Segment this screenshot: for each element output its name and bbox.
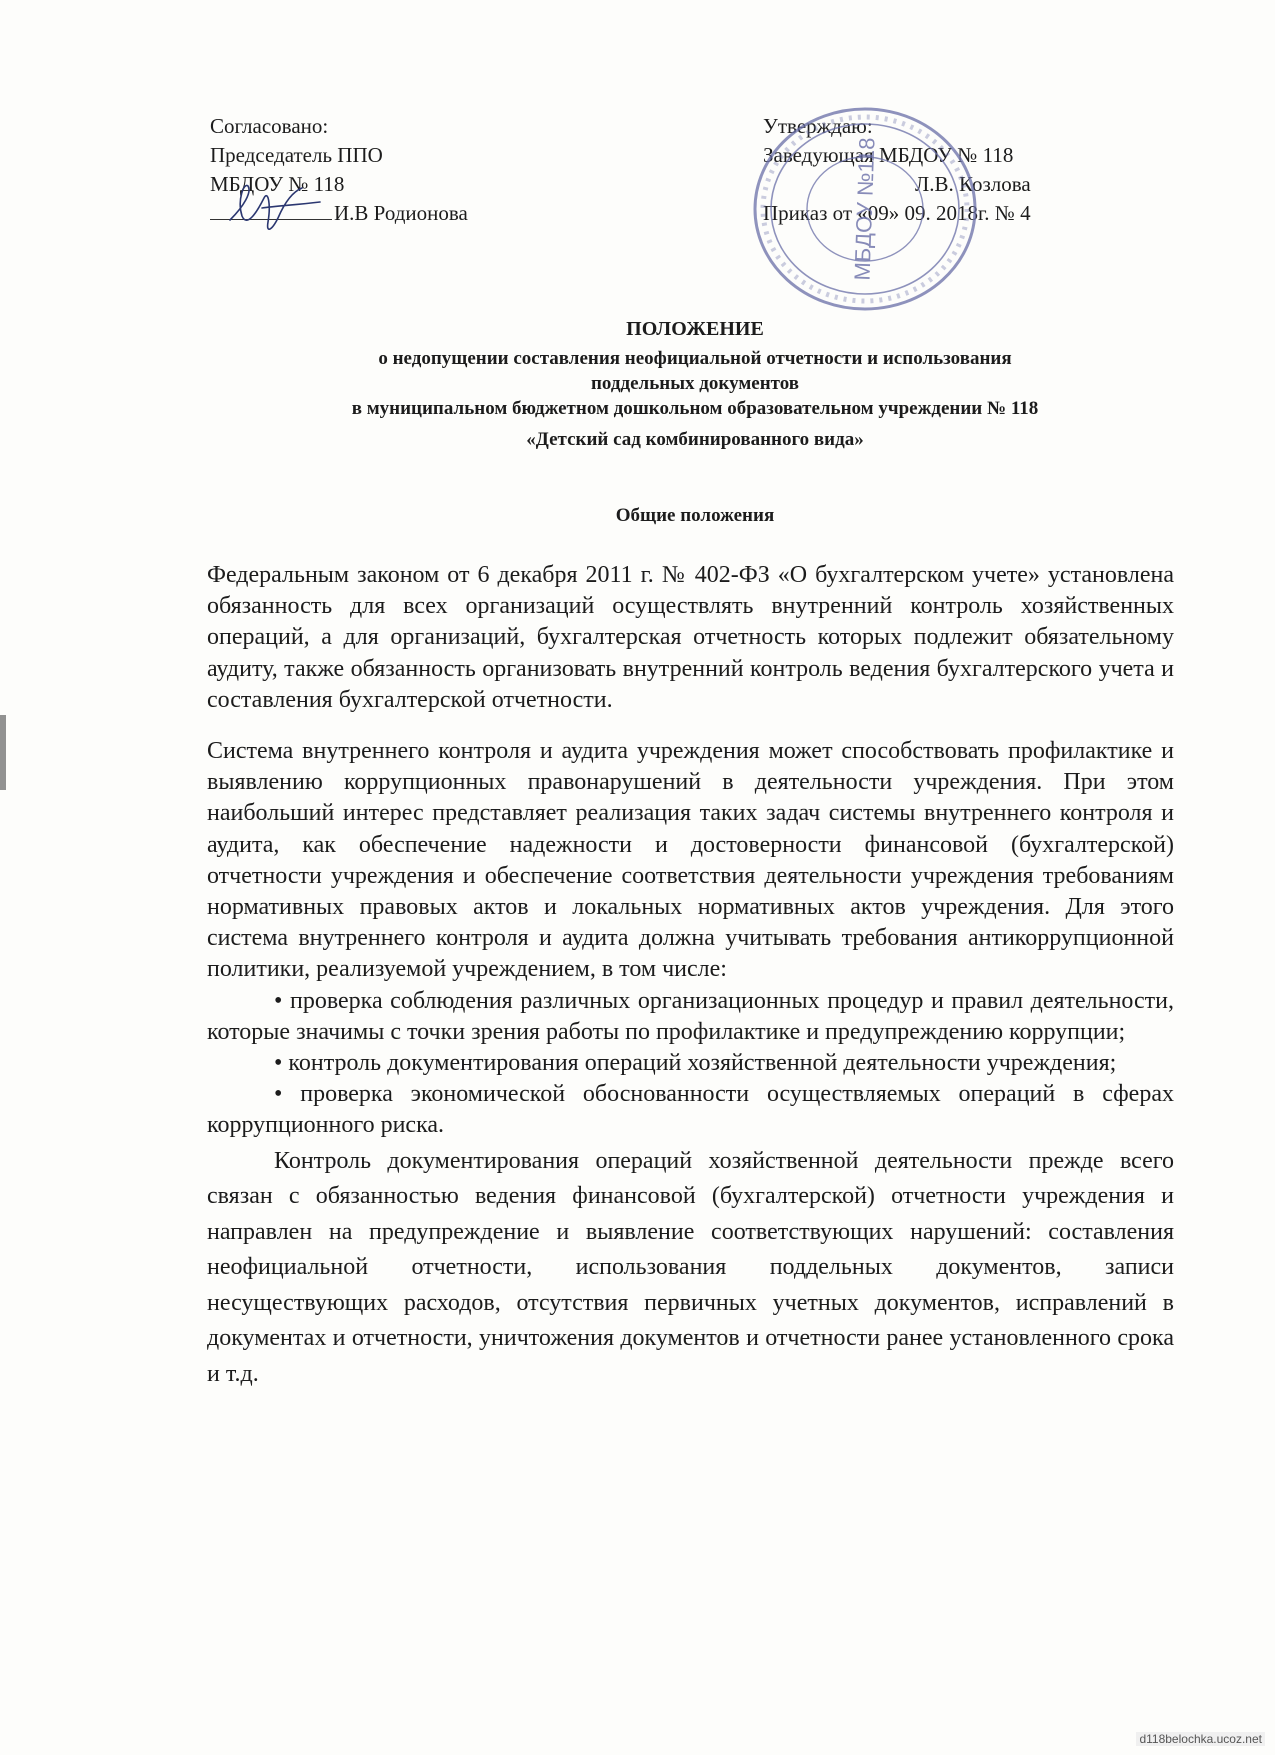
approval-left-block — [210, 112, 590, 228]
title-line-2: о недопущении составления неофициальной отчетности и использования — [378, 348, 1012, 369]
stamp-text: МБДОУ №118 — [849, 137, 880, 281]
title-line-3: поддельных документов — [590, 373, 800, 394]
approval-right-line1: Утверждаю: — [763, 114, 873, 138]
section-heading: Общие положения — [615, 505, 775, 526]
bullet-item: • проверка экономической обоснованности осуществляемых операций в сферах коррупционного риска. — [207, 1079, 1174, 1141]
bullet-item: • проверка соблюдения различных организационных процедур и правил деятельности, которые значимы с точки зрения работы по профилактике и предупреждению коррупции; — [207, 986, 1174, 1048]
scan-edge-mark — [0, 715, 6, 790]
document-title: ПОЛОЖЕНИЕ — [626, 318, 764, 340]
paragraph-1: Федеральным законом от 6 декабря 2011 г. № 402-ФЗ «О бухгалтерском учете» установлена обязанность для всех организаций осуществлять внутренний контроль хозяйственных операций, а для организаций, бухгалтерская отчетность которых подлежит обязательному аудиту, также обязанность организовать внутренний контроль ведения бухгалтерского учета и составления бухгалтерской отчетности. — [207, 562, 1174, 713]
paragraph-3: Контроль документирования операций хозяйственной деятельности прежде всего связан с обязанностью ведения финансовой (бухгалтерской) отчетности учреждения и направлен на предупреждение и выявление соответствующих нарушений: составления неофициальной отчетности, использования поддельных документов, записи несуществующих расходов, отсутствия первичных учетных документов, исправлений в документах и отчетности, уничтожения документов и отчетности ранее установленного срока и т.д. — [207, 1147, 1174, 1387]
approval-left-line2: Председатель ППО — [210, 143, 383, 167]
document-body — [207, 560, 1174, 1392]
approval-left-line4: И.В Родионова — [334, 201, 468, 225]
title-line-4: в муниципальном бюджетном дошкольном образовательном учреждении № 118 — [351, 398, 1039, 419]
paragraph-2: Система внутреннего контроля и аудита учреждения может способствовать профилактике и выявлению коррупционных правонарушений в деятельности учреждения. При этом наибольший интерес представляет реализация таких задач системы внутреннего контроля и аудита, как обеспечение надежности и достоверности финансовой (бухгалтерской) отчетности учреждения и обеспечение соответствия деятельности учреждения требованиям нормативных правовых актов и локальных нормативных актов учреждения. Для этого система внутреннего контроля и аудита должна учитывать требования антикоррупционной политики, реализуемой учреждением, в том числе: — [207, 738, 1174, 983]
approval-left-line1: Согласовано: — [210, 114, 329, 138]
bullet-item: • контроль документирования операций хозяйственной деятельности учреждения; — [207, 1048, 1174, 1079]
title-line-5: «Детский сад комбинированного вида» — [526, 429, 864, 450]
handwritten-signature — [222, 178, 332, 238]
approval-right-line3: Л.В. Козлова — [915, 172, 1031, 196]
approval-right-line4: Приказ от «09» 09. 2018г. № 4 — [763, 201, 1031, 225]
approval-left-line3: МБДОУ № 118 — [210, 172, 345, 196]
official-stamp — [748, 102, 983, 317]
site-watermark: d118belochka.ucoz.net — [1136, 1732, 1265, 1746]
approval-right-line2: Заведующая МБДОУ № 118 — [763, 143, 1014, 167]
document-title-block — [200, 317, 1190, 452]
